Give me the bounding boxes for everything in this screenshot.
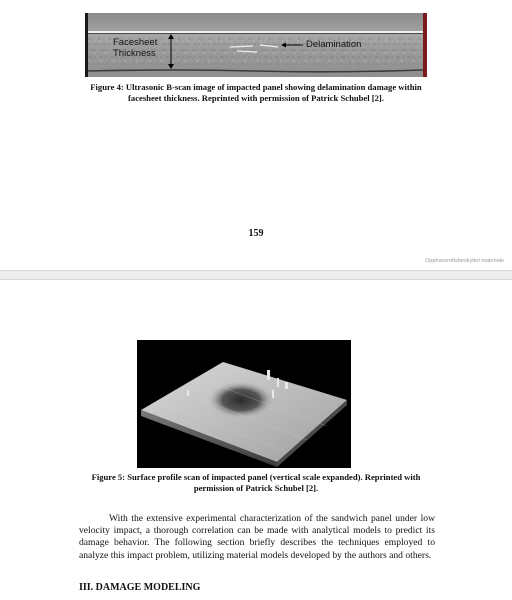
figure-5-caption-line-2: permission of Patrick Schubel [2]. bbox=[193, 482, 319, 493]
page-number: 159 bbox=[248, 228, 264, 239]
delamination-label: Delamination bbox=[306, 39, 362, 50]
copyright-watermark: Opphavsrettsbeskyttet materiale bbox=[425, 258, 504, 264]
figure-4-caption-line-1: Figure 4: Ultrasonic B-scan image of impacted panel showing delamination damage within bbox=[90, 82, 422, 92]
body-paragraph: With the extensive experimental characterization of the sandwich panel under low velocity impact, a thorough correlation can be made with analytical models to predict its damage behavior. The following section briefly describes the techniques employed to analyze this impact problem, utilizing material models developed by the authors and others. bbox=[79, 513, 435, 561]
figure-5-caption-line-1: Figure 5: Surface profile scan of impacted panel (vertical scale expanded). Reprinted with bbox=[91, 472, 421, 482]
section-heading: III. DAMAGE MODELING bbox=[79, 582, 201, 593]
surface-profile-scan-image bbox=[137, 340, 351, 468]
figure-5-caption bbox=[66, 472, 446, 493]
facesheet-thickness-label: Facesheet Thickness bbox=[113, 37, 158, 59]
ultrasonic-bscan-image bbox=[85, 13, 427, 77]
figure-4-caption-line-2: facesheet thickness. Reprinted with permission of Patrick Schubel [2]. bbox=[128, 92, 384, 103]
page-separator bbox=[0, 270, 512, 280]
figure-4-caption bbox=[60, 82, 452, 103]
document-page-top bbox=[0, 0, 512, 270]
